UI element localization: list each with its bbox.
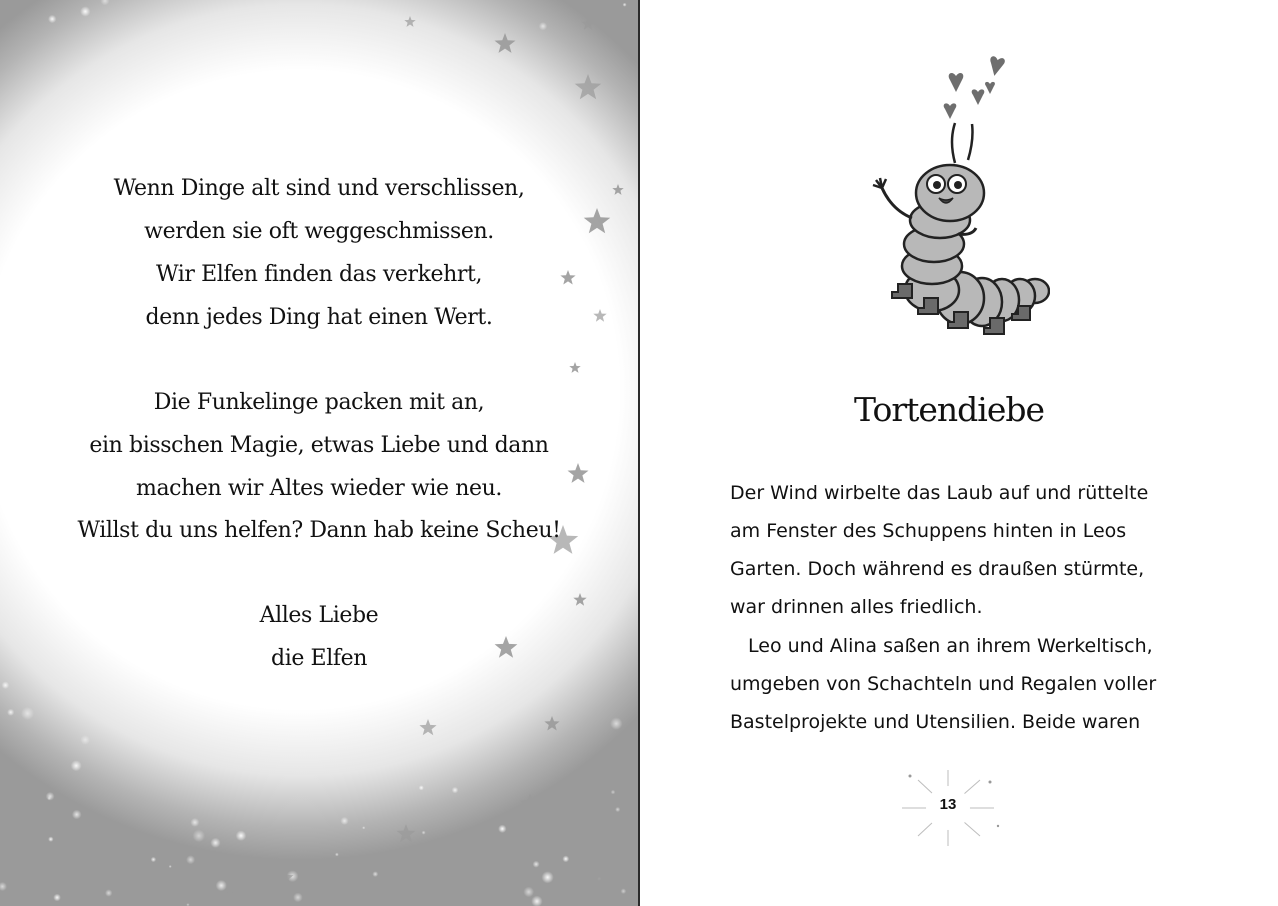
poem-line-8: Willst du uns helfen? Dann hab keine Scheu! xyxy=(77,518,561,543)
prose-line-2: am Fenster des Schuppens hinten in Leos xyxy=(730,520,1127,542)
prose-line-7: Bastelprojekte und Utensilien. Beide waren xyxy=(730,711,1141,733)
poem-line-4: denn jedes Ding hat einen Wert. xyxy=(145,305,493,330)
prose-line-6: umgeben von Schachteln und Regalen voller xyxy=(730,673,1157,695)
caterpillar-with-boots-icon xyxy=(850,48,1050,348)
poem-line-6: ein bisschen Magie, etwas Liebe und dann xyxy=(89,433,549,458)
chapter-title: Tortendiebe xyxy=(854,390,1044,429)
right-page xyxy=(640,0,1278,906)
poem-line-5: Die Funkelinge packen mit an, xyxy=(153,390,485,415)
hearts-icon xyxy=(944,56,1006,119)
poem-line-3: Wir Elfen finden das verkehrt, xyxy=(155,262,483,287)
left-page xyxy=(0,0,638,906)
poem-line-1: Wenn Dinge alt sind und verschlissen, xyxy=(113,176,525,201)
poem-line-2: werden sie oft weggeschmissen. xyxy=(144,219,494,244)
prose-line-3: Garten. Doch während es draußen stürmte, xyxy=(730,558,1145,580)
page-number: 13 xyxy=(939,796,957,813)
poem-signoff-1: Alles Liebe xyxy=(259,603,379,628)
poem xyxy=(0,0,638,906)
poem-signoff-2: die Elfen xyxy=(271,646,367,671)
prose-line-1: Der Wind wirbelte das Laub auf und rüttelte xyxy=(730,482,1149,504)
prose-line-4: war drinnen alles friedlich. xyxy=(730,596,983,618)
poem-line-7: machen wir Altes wieder wie neu. xyxy=(135,476,503,501)
page-number-ornament xyxy=(888,768,1008,848)
prose-line-5: Leo und Alina saßen an ihrem Werkeltisch, xyxy=(748,635,1153,657)
